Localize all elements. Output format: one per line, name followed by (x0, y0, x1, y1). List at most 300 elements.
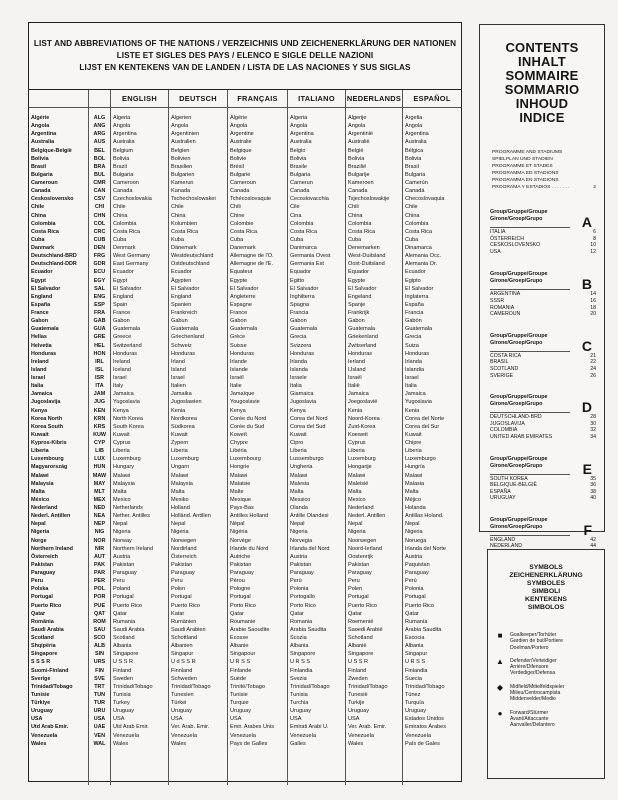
nation-german-name-cell: Mexiko (171, 496, 189, 503)
nation-spanish-name-cell: Liberia (405, 448, 422, 455)
nation-german-name-cell: Venezuela (171, 732, 197, 739)
nation-local-name-cell: Venezuela (31, 732, 58, 739)
nation-italian-name-cell: Irlanda del Nord (290, 545, 330, 552)
nation-spanish-name-cell: España (405, 301, 424, 308)
nation-abbreviation-cell: CUB (93, 236, 106, 243)
nation-spanish-name-cell: Trinidad/Tobago (405, 683, 445, 690)
team-name: URUGUAY (490, 495, 516, 502)
nation-local-name-cell: Deutschland-BRD (31, 253, 77, 260)
nation-abbreviation-cell: CHI (94, 204, 105, 211)
nation-dutch-name-cell: Liberia (348, 448, 365, 455)
nation-local-name-cell: Qatar (31, 610, 46, 617)
nation-local-name-cell: Shqipëria (31, 643, 56, 650)
nation-italian-name-cell: Finlandia (290, 667, 313, 674)
program-line (492, 163, 596, 170)
nation-spanish-name-cell: Hungría (405, 464, 425, 471)
symbol-description-line: Middenvelder/Medio (510, 696, 556, 703)
nation-dutch-name-cell: Spanje (348, 301, 366, 308)
nation-english-name-cell: Puerto Rico (113, 602, 142, 609)
nation-italian-name-cell: U R S S (290, 659, 311, 666)
nation-english-name-cell: Honduras (113, 350, 138, 357)
nation-french-name-cell: Algérie (230, 115, 248, 121)
nation-abbreviation-cell: URU (93, 708, 106, 715)
nation-french-name-cell: Albanie (230, 643, 249, 650)
nation-dutch-name-cell: Colombia (348, 220, 372, 227)
nation-french-name-cell: Qatar (230, 610, 244, 617)
nation-italian-name-cell: Costa Rica (290, 228, 318, 235)
nation-english-name-cell: West Germany (113, 253, 150, 260)
nation-abbreviation-cell: PUE (93, 602, 106, 609)
nation-spanish-name-cell: Nigeria (405, 529, 423, 536)
nation-french-name-cell: El Salvador (230, 285, 259, 292)
nation-abbreviation-cell: WAL (93, 740, 106, 747)
nation-abbreviation-cell: KRN (93, 415, 106, 422)
nation-abbreviation-cell: QAT (94, 610, 105, 617)
nation-english-name-cell: USA (113, 716, 125, 723)
nation-dutch-name-cell: Kenia (348, 407, 363, 414)
nation-french-name-cell: Angleterre (230, 293, 256, 300)
team-name: COLOMBIA (490, 427, 518, 434)
nation-english-name-cell: Jamaica (113, 391, 134, 398)
nation-local-name-cell: Norge (31, 537, 47, 544)
nation-local-name-cell: Angola (31, 123, 50, 130)
nation-dutch-name-cell: Algerije (348, 115, 367, 121)
nation-english-name-cell: El Salvador (113, 285, 142, 292)
nation-abbreviation-cell: MLT (94, 488, 105, 495)
nation-english-name-cell: Turkey (113, 700, 130, 706)
nation-italian-name-cell: Malta (290, 488, 304, 495)
nation-german-name-cell: Polen (171, 586, 186, 593)
nation-english-name-cell: East Germany (113, 261, 149, 268)
nation-german-name-cell: Albanien (171, 643, 193, 650)
program-line-text: PROGRAMMA ED STADIONS (492, 171, 559, 176)
nation-dutch-name-cell: Noord-Korea (348, 415, 380, 422)
nation-local-name-cell: Sverige (31, 675, 51, 682)
program-line-text: PROGRAMA Y ESTADIOS . . . . . . . (492, 185, 570, 190)
nation-english-name-cell: Italy (113, 383, 124, 390)
nation-french-name-cell: Guatemala (230, 326, 258, 333)
nation-italian-name-cell: Grecia (290, 334, 307, 341)
nation-dutch-name-cell: Canada (348, 188, 368, 195)
nation-german-name-cell: Nigeria (171, 529, 189, 536)
nation-local-name-cell: Pakistan (31, 561, 54, 568)
nation-french-name-cell: Brésil (230, 163, 244, 170)
nation-german-name-cell: Holländ. Antillen (171, 513, 211, 520)
nation-french-name-cell: Danemark (230, 245, 256, 251)
nation-local-name-cell: Nederland (31, 505, 58, 511)
group-e-section (490, 456, 598, 502)
nation-french-name-cell: Népal (230, 521, 245, 528)
nation-german-name-cell: Peru (171, 578, 183, 585)
symbol-description-line: Gardien de but/Portiere (510, 638, 563, 645)
nation-german-name-cell: Bulgarien (171, 171, 195, 178)
nation-dutch-name-cell: Hongarije (348, 464, 372, 471)
nation-french-name-cell: Pays de Galles (230, 740, 268, 747)
nation-english-name-cell: South Korea (113, 423, 144, 430)
nation-spanish-name-cell: Gabón (405, 318, 422, 325)
nation-local-name-cell: Canada (31, 188, 51, 195)
nation-english-name-cell: Cyprus (113, 440, 131, 446)
contents-title-line: SOMMARIO (504, 82, 580, 97)
column-abbreviation (89, 90, 111, 785)
nation-italian-name-cell: El Salvador (290, 285, 319, 292)
nation-dutch-name-cell: Argentinië (348, 131, 373, 138)
column-italiano (288, 90, 346, 785)
nation-abbreviation-cell: USA (93, 716, 106, 723)
nation-italian-name-cell: Australia (290, 139, 312, 146)
nation-italian-name-cell: Danimarca (290, 245, 317, 251)
nation-french-name-cell: Finlande (230, 667, 252, 674)
nation-french-name-cell: Grèce (230, 334, 246, 341)
nation-italian-name-cell: Cina (290, 212, 302, 219)
nation-spanish-name-cell: Perú (405, 578, 417, 585)
team-entry (490, 421, 598, 428)
nation-dutch-name-cell: Malta (348, 488, 362, 495)
team-page-number: 30 (590, 420, 596, 427)
nation-german-name-cell: Schottland (171, 635, 198, 641)
nation-spanish-name-cell: Suecia (405, 675, 422, 682)
nation-german-name-cell: Jamaika (171, 391, 192, 398)
nation-english-name-cell: Gabon (113, 318, 130, 325)
nation-italian-name-cell: Kuwait (290, 431, 307, 438)
nation-english-name-cell: Northern Ireland (113, 545, 154, 552)
nation-dutch-name-cell: Turkije (348, 700, 365, 706)
nation-abbreviation-cell: ITA (95, 383, 104, 390)
nation-abbreviation-cell: FRG (93, 253, 106, 260)
nation-english-name-cell: Mexico (113, 496, 131, 503)
team-entry (490, 482, 598, 489)
symbols-box (487, 549, 605, 779)
nation-french-name-cell: Bolivie (230, 155, 247, 162)
nation-italian-name-cell: Corea del Nord (290, 415, 328, 422)
nation-abbreviation-cell: CHN (93, 212, 106, 219)
nation-german-name-cell: Rumänien (171, 618, 197, 625)
nation-abbreviation-cell: BUL (93, 171, 106, 178)
team-name: SVERIGE (490, 372, 514, 379)
nation-french-name-cell: Islande (230, 366, 248, 373)
contents-title-line: SOMMAIRE (505, 68, 579, 83)
nation-french-name-cell: Ecosse (230, 635, 249, 641)
nation-italian-name-cell: Tunisia (290, 691, 308, 698)
nation-local-name-cell: France (31, 310, 49, 316)
nation-abbreviation-cell: AUT (93, 553, 106, 560)
team-name: ÖSTERREICH (490, 235, 525, 242)
nation-local-name-cell: Suomi-Finland (31, 667, 69, 674)
nation-english-name-cell: Luxemburg (113, 456, 141, 463)
team-page-number: 6 (593, 229, 596, 235)
nation-french-name-cell: Malte (230, 488, 244, 495)
team-name: BRASIL (490, 359, 509, 366)
group-letter: C (581, 337, 592, 354)
nation-spanish-name-cell: Irlanda (405, 358, 422, 365)
nation-french-name-cell: Venezuela (230, 732, 256, 739)
nation-abbreviation-cell: FRA (93, 310, 106, 316)
nation-spanish-name-cell: Malawi (405, 472, 423, 479)
nation-spanish-name-cell: Colombia (405, 220, 429, 227)
nation-german-name-cell: Jugoslawien (171, 399, 202, 406)
nation-spanish-name-cell: Escocia (405, 635, 425, 641)
symbol-description (506, 632, 563, 651)
nation-french-name-cell: Israël (230, 375, 244, 381)
team-entry (490, 489, 598, 496)
nation-abbreviation-cell: BOL (93, 155, 106, 162)
nation-french-name-cell: Suisse (230, 342, 247, 349)
nation-french-name-cell: Egypte (230, 277, 248, 284)
nation-english-name-cell: Austria (113, 553, 131, 560)
nation-local-name-cell: Helvetia (31, 342, 52, 349)
nation-dutch-name-cell: Ierland (348, 358, 365, 365)
nation-spanish-name-cell: Malasia (405, 480, 425, 487)
nation-german-name-cell: Malaysia (171, 480, 193, 487)
symbols-title-line: SYMBOLS (529, 564, 563, 571)
nation-italian-name-cell: Svizzera (290, 342, 312, 349)
nation-abbreviation-cell: ALB (93, 643, 106, 650)
nation-abbreviation-cell: PAK (94, 561, 105, 568)
nation-french-name-cell: Pakistan (230, 561, 252, 568)
team-entry (490, 537, 598, 544)
nation-english-name-cell: Pakistan (113, 561, 135, 568)
team-name: SOUTH KOREA (490, 475, 528, 482)
nation-local-name-cell: México (31, 496, 50, 503)
nation-german-name-cell: Ostdeutschland (171, 261, 210, 268)
nation-english-name-cell: Utd Arab Emir. (113, 724, 149, 731)
nation-italian-name-cell: Guatemala (290, 326, 318, 333)
group-a-section (490, 209, 598, 255)
nation-local-name-cell: Island (31, 366, 47, 373)
nation-spanish-name-cell: Italia (405, 383, 417, 390)
nation-spanish-name-cell: Argelia (405, 115, 423, 121)
nation-local-name-cell: România (31, 618, 54, 625)
group-letter: D (581, 399, 592, 416)
team-page-number: 42 (590, 536, 596, 543)
nation-abbreviation-cell: CRC (93, 228, 106, 235)
nation-spanish-name-cell: Portugal (405, 594, 426, 601)
nation-spanish-name-cell: Checoslovaquia (405, 196, 445, 203)
nation-abbreviation-cell: ROM (93, 618, 106, 625)
nation-english-name-cell: Paraguay (113, 570, 137, 576)
nation-local-name-cell: Ireland (31, 358, 49, 365)
team-page-number: 35 (590, 475, 596, 482)
team-page-number: 40 (590, 495, 596, 502)
nation-english-name-cell: Israel (113, 375, 127, 381)
nation-italian-name-cell: Lussemburgo (290, 456, 324, 463)
nation-english-name-cell: Czechoslovakia (113, 196, 152, 203)
nation-german-name-cell: Saudi Arabien (171, 626, 206, 633)
nation-english-name-cell: Wales (113, 740, 129, 747)
team-page-number: 8 (593, 235, 596, 242)
nation-abbreviation-cell: TRT (94, 683, 105, 690)
nation-german-name-cell: Pakistan (171, 561, 193, 568)
nation-english-name-cell: Angola (113, 123, 131, 130)
nation-german-name-cell: China (171, 212, 186, 219)
nation-english-name-cell: Singapore (113, 651, 139, 658)
nation-german-name-cell: USA (171, 716, 183, 723)
nation-dutch-name-cell: Egypte (348, 277, 366, 284)
nation-spanish-name-cell: Holanda (405, 505, 426, 511)
nation-local-name-cell: Malawi (31, 472, 49, 479)
nation-italian-name-cell: Antille Olandesi (290, 513, 329, 520)
team-entry (490, 242, 598, 249)
nation-italian-name-cell: Svezia (290, 675, 307, 682)
nation-local-name-cell: Korea South (31, 423, 64, 430)
nation-dutch-name-cell: Costa Rica (348, 228, 376, 235)
nation-abbreviation-cell: NED (93, 505, 106, 511)
nation-dutch-name-cell: Cyprus (348, 440, 366, 446)
nation-french-name-cell: Pérou (230, 578, 245, 585)
nation-italian-name-cell: Jugoslavia (290, 399, 317, 406)
nation-english-name-cell: Spain (113, 301, 128, 308)
nation-abbreviation-cell: CMR (93, 180, 106, 186)
nation-italian-name-cell: Equador (290, 269, 311, 276)
nation-english-name-cell: Iceland (113, 366, 131, 373)
nation-german-name-cell: Nordkorea (171, 415, 197, 422)
nation-abbreviation-cell: AUS (93, 139, 106, 146)
team-entry (490, 373, 598, 380)
nation-english-name-cell: Kenya (113, 407, 129, 414)
nation-local-name-cell: Trinidad/Tobago (31, 683, 73, 690)
nation-spanish-name-cell: U R S S (405, 659, 426, 666)
nation-french-name-cell: Libéria (230, 448, 247, 455)
nation-italian-name-cell: Giamaica (290, 391, 314, 398)
column-deutsch (169, 90, 228, 785)
nation-german-name-cell: Ungarn (171, 464, 190, 471)
nation-dutch-name-cell: Portugal (348, 594, 369, 601)
nation-italian-name-cell: Liberia (290, 448, 307, 455)
nation-local-name-cell: Costa Rica (31, 228, 59, 235)
nations-header (29, 23, 461, 90)
nation-local-name-cell: Kuwait (31, 431, 49, 438)
nation-french-name-cell: Gabon (230, 318, 247, 325)
nation-french-name-cell: Chili (230, 204, 241, 211)
nation-local-name-cell: Australia (31, 139, 55, 146)
nation-german-name-cell: Westdeutschland (171, 253, 214, 260)
nation-german-name-cell: Ecuador (171, 269, 192, 276)
nation-german-name-cell: Belgien (171, 147, 190, 154)
nation-dutch-name-cell: Angola (348, 123, 366, 130)
program-line (492, 170, 596, 177)
nation-dutch-name-cell: Malawi (348, 472, 366, 479)
nation-abbreviation-cell: MAW (92, 472, 107, 479)
nation-local-name-cell: Algérie (31, 115, 50, 121)
nation-local-name-cell: Puerto Rico (31, 602, 62, 609)
nation-english-name-cell: Nepal (113, 521, 128, 528)
nation-dutch-name-cell: Luxemburg (348, 456, 376, 463)
nation-dutch-name-cell: Nigeria (348, 529, 366, 536)
nation-french-name-cell: Hongrie (230, 464, 250, 471)
nation-abbreviation-cell: KUW (93, 431, 106, 438)
nations-table (28, 22, 462, 782)
nation-german-name-cell: El Salvador (171, 285, 200, 292)
team-page-number: 24 (590, 365, 596, 372)
nation-spanish-name-cell: Bélgica (405, 147, 424, 154)
nation-local-name-cell: Nigeria (31, 529, 50, 536)
symbol-description-line: Doelman/Portero (510, 644, 549, 651)
nation-english-name-cell: Saudi Arabia (113, 626, 145, 633)
nation-local-name-cell: Singapore (31, 651, 58, 658)
nation-german-name-cell: Italien (171, 383, 186, 390)
group-divider (490, 535, 570, 536)
nation-spanish-name-cell: Bulgaria (405, 171, 426, 178)
nation-french-name-cell: Corée du Sud (230, 423, 265, 430)
nation-english-name-cell: Sweden (113, 675, 134, 682)
nation-dutch-name-cell: Equador (348, 269, 369, 276)
nation-abbreviation-cell: SVE (94, 675, 105, 682)
nation-english-name-cell: Malawi (113, 472, 131, 479)
nation-local-name-cell: Brasil (31, 163, 46, 170)
nation-italian-name-cell: Angola (290, 123, 308, 130)
nation-local-name-cell: España (31, 301, 51, 308)
team-entry (490, 427, 598, 434)
group-divider (490, 474, 570, 475)
nation-italian-name-cell: Pakistan (290, 561, 312, 568)
nation-french-name-cell: Emir. Arabes Unis (230, 724, 275, 731)
nation-local-name-cell: Argentina (31, 131, 57, 138)
nation-abbreviation-cell: ESP (94, 301, 105, 308)
nation-dutch-name-cell: Brazilië (348, 163, 367, 170)
group-divider (490, 412, 570, 413)
nation-italian-name-cell: Francia (290, 310, 309, 316)
nation-dutch-name-cell: China (348, 212, 363, 219)
nation-local-name-cell: Magyarország (31, 464, 68, 471)
symbol-item (494, 658, 604, 677)
nation-local-name-cell: USA (31, 716, 43, 723)
nation-local-name-cell: Ceskoslovensko (31, 196, 74, 203)
nation-english-name-cell: Hungary (113, 464, 134, 471)
nation-german-name-cell: Gabun (171, 318, 188, 325)
nation-german-name-cell: Schweiz (171, 342, 192, 349)
nation-spanish-name-cell: Kenia (405, 407, 420, 414)
nation-spanish-name-cell: Finlandia (405, 667, 428, 674)
nation-dutch-name-cell: Finland (348, 667, 367, 674)
nation-local-name-cell: Jamaica (31, 391, 53, 398)
nation-french-name-cell: Allemagne de l'O. (230, 253, 274, 260)
nation-spanish-name-cell: Bolivia (405, 155, 422, 162)
nation-french-name-cell: Arabie Saoudite (230, 626, 270, 633)
nation-dutch-name-cell: Italië (348, 383, 360, 390)
nation-french-name-cell: Canada (230, 188, 250, 195)
column-header: ESPAÑOL (403, 90, 461, 108)
nation-dutch-name-cell: IJsland (348, 366, 366, 373)
nation-spanish-name-cell: China (405, 212, 420, 219)
group-c-section (490, 333, 598, 379)
nation-dutch-name-cell: Venezuela (348, 732, 374, 739)
nation-french-name-cell: Irlande du Nord (230, 545, 269, 552)
nation-french-name-cell: Costa Rica (230, 228, 258, 235)
nation-french-name-cell: Italie (230, 383, 242, 390)
team-entry (490, 236, 598, 243)
symbol-description-line: Goalkeeper/Torhüter (510, 632, 557, 638)
nation-italian-name-cell: Malesia (290, 480, 310, 487)
group-list (480, 209, 604, 563)
nation-local-name-cell: Kypros-Kibris (31, 440, 67, 446)
nation-english-name-cell: Belgium (113, 147, 134, 154)
nation-dutch-name-cell: Zuid-Korea (348, 423, 376, 430)
nation-italian-name-cell: Venezuela (290, 732, 316, 739)
nation-german-name-cell: Kuwait (171, 431, 188, 438)
nation-local-name-cell: Guatemala (31, 326, 59, 333)
nation-italian-name-cell: Israele (290, 375, 307, 381)
nation-french-name-cell: Suède (230, 675, 247, 682)
nation-spanish-name-cell: Austria (405, 553, 423, 560)
nation-abbreviation-cell: ANG (93, 123, 106, 130)
column-header: ITALIANO (288, 90, 345, 108)
nation-italian-name-cell: Corea del Sud (290, 423, 326, 430)
symbol-description-line: Aanvaller/Delantero (510, 722, 555, 729)
nation-english-name-cell: Cuba (113, 236, 127, 243)
nation-german-name-cell: Südkorea (171, 423, 195, 430)
contents-title-line: INHOUD (515, 96, 569, 111)
nation-german-name-cell: Puerto Rico (171, 602, 200, 609)
